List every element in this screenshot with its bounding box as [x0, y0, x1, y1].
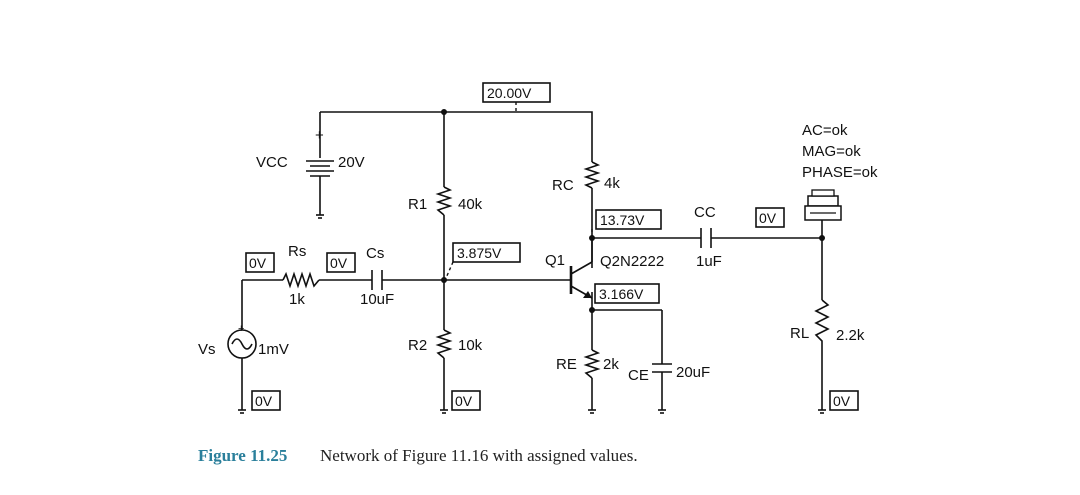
vcc-plus-sign: + [315, 127, 324, 144]
probe-vcc-value: 20.00V [487, 85, 532, 101]
caption-text: Network of Figure 11.16 with assigned values. [320, 446, 638, 465]
cs-name: Cs [366, 245, 385, 262]
resistor-rs [283, 243, 319, 308]
vs-name: Vs [198, 341, 216, 358]
cs-value: 10uF [360, 291, 395, 308]
probe-source-node-value: 0V [249, 255, 267, 271]
capacitor-ce [628, 364, 710, 384]
probe-rl-ground-value: 0V [833, 393, 851, 409]
resistor-re [556, 350, 619, 378]
vcc-battery [256, 127, 365, 176]
ground-rl [818, 410, 826, 413]
r2-value: 10k [458, 337, 483, 354]
ground-re [588, 410, 596, 413]
probe-output-value: 0V [759, 210, 777, 226]
probe-collector-value: 13.73V [600, 212, 645, 228]
ce-name: CE [628, 367, 649, 384]
r2-name: R2 [408, 337, 428, 354]
rs-name: Rs [288, 243, 307, 260]
resistor-rl [790, 300, 865, 356]
probe-collector [592, 210, 661, 236]
r1-value: 40k [458, 196, 483, 213]
printer-ac: AC=ok [802, 122, 848, 139]
resistor-r1 [408, 187, 483, 215]
capacitor-cc [694, 204, 722, 270]
caption-label: Figure 11.25 [198, 446, 288, 465]
ground-ce [658, 410, 666, 413]
rc-name: RC [552, 177, 574, 194]
probe-base [446, 243, 520, 278]
probe-output [756, 208, 784, 227]
rc-value: 4k [604, 175, 620, 192]
ground-symbols [238, 215, 826, 413]
probe-rs-node [327, 253, 355, 272]
vcc-name: VCC [256, 154, 288, 171]
q1-model: Q2N2222 [600, 253, 665, 270]
ground-vcc [316, 215, 324, 218]
probe-vs-ground-value: 0V [255, 393, 273, 409]
cc-name: CC [694, 204, 716, 221]
rl-value: 2.2k [836, 327, 865, 344]
vs-value: 1mV [258, 341, 289, 358]
probe-base-value: 3.875V [457, 245, 502, 261]
resistor-rc [552, 162, 620, 194]
rs-value: 1k [289, 291, 305, 308]
ac-source-vs [198, 323, 289, 358]
printer-icon [805, 190, 841, 226]
capacitor-cs [360, 245, 394, 308]
probe-rs-node-value: 0V [330, 255, 348, 271]
re-name: RE [556, 356, 577, 373]
r1-name: R1 [408, 196, 428, 213]
ground-vs [238, 410, 246, 413]
probe-emitter-value: 3.166V [599, 286, 644, 302]
vcc-value: 20V [338, 154, 365, 171]
cc-value: 1uF [696, 253, 722, 270]
ce-value: 20uF [676, 364, 711, 381]
probe-rl-ground [830, 391, 858, 410]
q1-name: Q1 [545, 252, 566, 269]
vs-plus-sign: + [238, 323, 245, 335]
printer-mag: MAG=ok [802, 143, 861, 160]
probe-r2-ground-value: 0V [455, 393, 473, 409]
probe-source-node [246, 253, 274, 272]
probe-vcc [483, 83, 550, 112]
probe-vs-ground [252, 391, 280, 410]
ground-r2 [440, 410, 448, 413]
rl-name: RL [790, 325, 810, 342]
probe-r2-ground [452, 391, 480, 410]
resistor-r2 [408, 330, 483, 358]
probe-emitter [595, 284, 659, 303]
re-value: 2k [603, 356, 619, 373]
printer-phase: PHASE=ok [802, 164, 878, 181]
